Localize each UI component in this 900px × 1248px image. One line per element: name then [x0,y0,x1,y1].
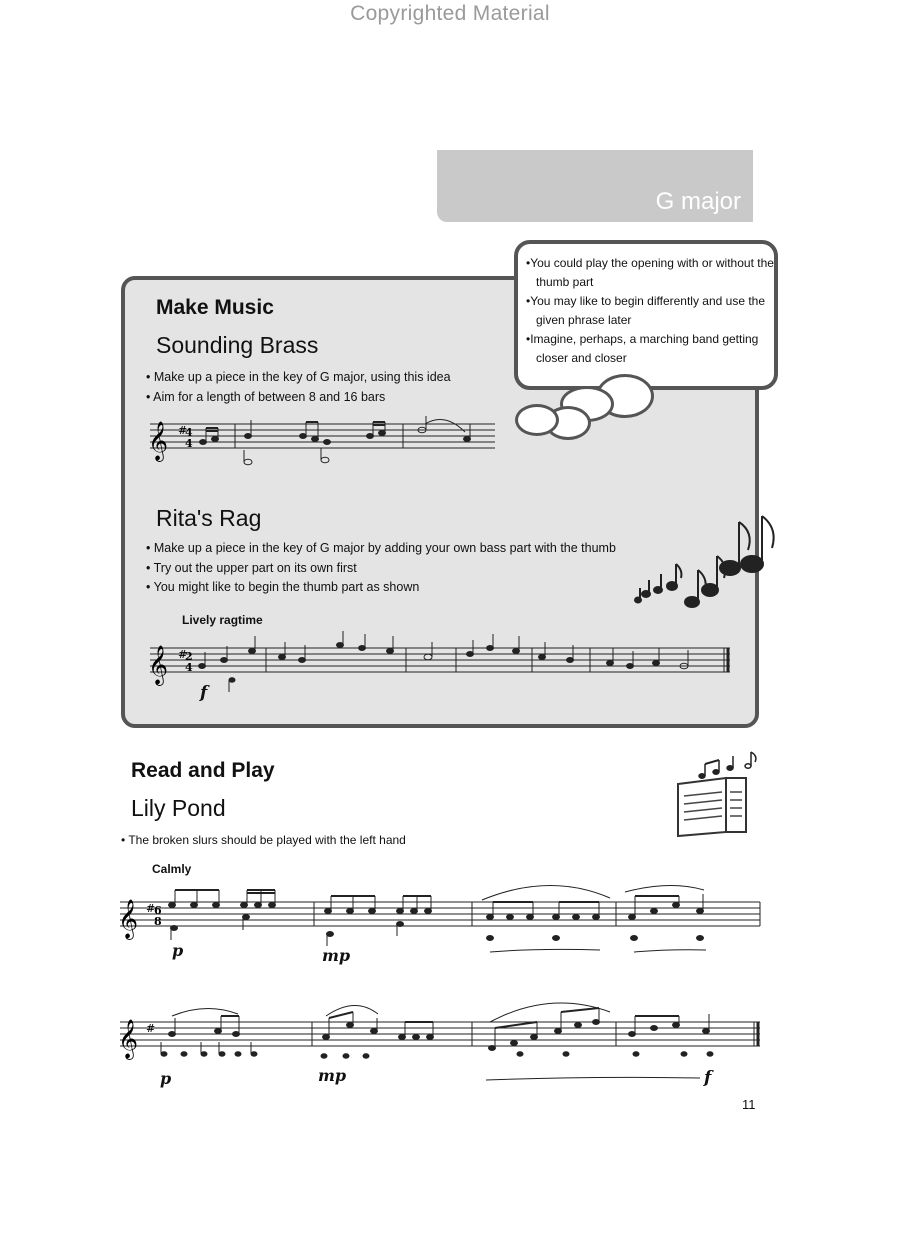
sounding-brass-staff [140,412,500,476]
bullet: • Make up a piece in the key of G major by adding your own bass part with the thumb [146,539,616,559]
svg-text:2: 2 [185,650,193,663]
treble-clef-icon: 𝄞 [148,421,169,461]
tip-item: • You could play the opening with or without the thumb part [526,254,774,292]
treble-clef-icon: 𝄞 [148,645,169,685]
treble-clef-icon: 𝄞 [118,899,139,939]
dynamic-mark: mp [318,1066,347,1085]
tip-item: • Imagine, perhaps, a marching band getting closer and closer [526,330,774,368]
treble-clef-icon: 𝄞 [118,1019,139,1059]
key-banner [437,150,753,222]
ritas-rag-title: Rita's Rag [156,505,262,531]
bullet: • The broken slurs should be played with the left hand [121,831,406,851]
lily-pond-staff-1 [110,878,770,964]
bullet: • Make up a piece in the key of G major, using this idea [146,368,451,388]
sounding-brass-title: Sounding Brass [156,332,319,358]
thought-bubble [515,404,559,436]
key-banner-label: G major [655,188,741,215]
dynamic-mark: mp [322,946,351,965]
ritas-rag-bullets [146,539,616,598]
lily-pond-bullets [121,831,406,851]
ritas-rag-staff [140,628,740,708]
svg-text:4: 4 [185,426,193,439]
bullet: • Aim for a length of between 8 and 16 bars [146,388,451,408]
svg-text:4: 4 [185,661,193,674]
bullet: • You might like to begin the thumb part as shown [146,578,616,598]
dynamic-mark: p [172,941,184,960]
svg-text:#: # [146,1022,156,1035]
read-and-play-heading: Read and Play [131,759,275,782]
svg-text:#: # [146,902,156,915]
ritas-rag-dynamic: f [200,683,208,703]
lily-pond-title: Lily Pond [131,795,226,821]
make-music-heading: Make Music [156,296,274,319]
open-book-icon [672,750,784,838]
svg-text:#: # [178,424,188,437]
music-notes-icon [630,508,780,618]
dynamic-mark: p [160,1069,172,1088]
bullet: • Try out the upper part on its own first [146,559,616,579]
lily-pond-staff-2 [110,998,770,1084]
svg-text:6: 6 [154,904,162,917]
sounding-brass-bullets [146,368,451,407]
tip-item: • You may like to begin differently and use the given phrase later [526,292,774,330]
svg-text:#: # [178,648,188,661]
page-number: 11 [742,1097,756,1112]
svg-text:8: 8 [154,915,162,928]
lily-pond-tempo: Calmly [152,862,192,876]
svg-text:4: 4 [185,437,193,450]
dynamic-mark: f [704,1068,712,1088]
copyright-watermark: Copyrighted Material [350,2,550,25]
ritas-rag-tempo: Lively ragtime [182,613,263,627]
tips-cloud [514,240,778,390]
